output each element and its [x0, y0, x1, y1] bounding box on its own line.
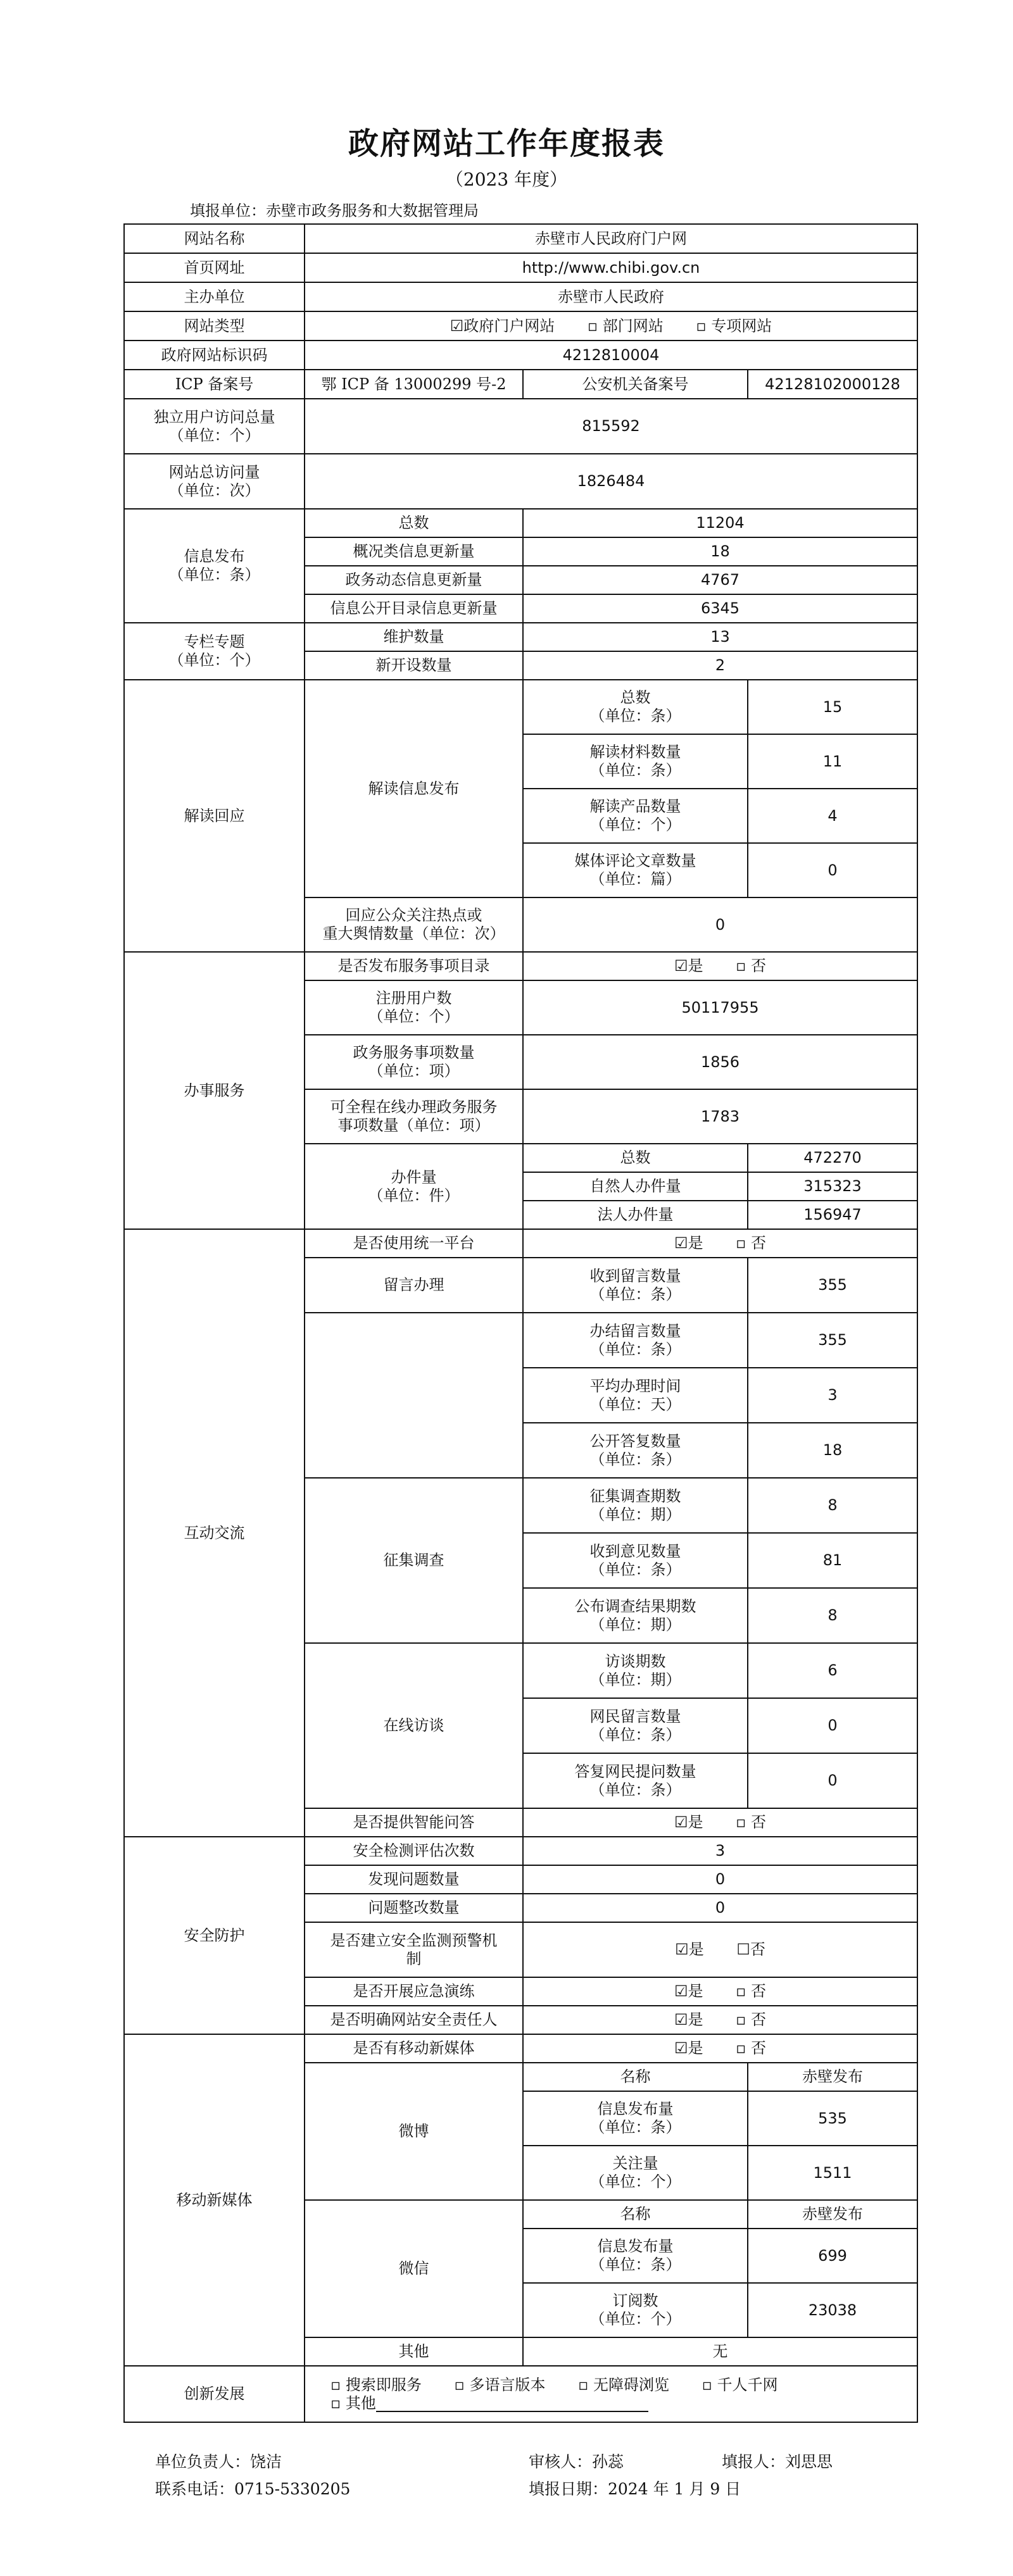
online-items-title-2: 事项数量（单位：项）	[337, 1116, 490, 1134]
wechat-subscribers-unit: （单位：个）	[589, 2310, 681, 2328]
media-article-title: 媒体评论文章数量	[574, 852, 696, 870]
info-unit: （单位：条）	[168, 566, 260, 584]
interview-periods-title: 访谈期数	[605, 1652, 666, 1670]
table-row	[124, 399, 917, 454]
weibo-followers-value: 1511	[748, 2146, 917, 2200]
gov-news-value: 4767	[523, 566, 917, 594]
yes-checkbox[interactable]: ☑是	[674, 957, 703, 975]
cases-unit: （单位：件）	[368, 1186, 460, 1204]
other-input-line[interactable]	[376, 2398, 648, 2412]
multilanguage-checkbox[interactable]: ▫ 多语言版本	[454, 2375, 546, 2394]
monitor-label	[305, 1922, 523, 1977]
interpret-product-label	[523, 789, 748, 843]
smart-qa-label: 是否提供智能问答	[305, 1808, 523, 1837]
interact-label: 互动交流	[124, 1229, 305, 1837]
interview-periods-value: 6	[748, 1643, 917, 1698]
public-reply-value: 18	[748, 1423, 917, 1478]
answered-value: 0	[748, 1753, 917, 1808]
table-row	[124, 370, 917, 399]
uv-unit: （单位：个）	[168, 426, 260, 444]
site-type-label: 网站类型	[124, 311, 305, 341]
interpret-total-label	[523, 680, 748, 734]
homepage-label: 首页网址	[124, 253, 305, 282]
message-label: 留言办理	[305, 1258, 523, 1313]
natural-cases-label: 自然人办件量	[523, 1172, 748, 1201]
natural-cases-value: 315323	[748, 1172, 917, 1201]
respond-label	[305, 897, 523, 952]
responsible-options	[523, 2006, 917, 2034]
table-row	[124, 2034, 917, 2063]
survey-results-unit: （单位：期）	[589, 1615, 681, 1634]
respond-value: 0	[523, 897, 917, 952]
site-type-option[interactable]: ☑政府门户网站	[450, 316, 555, 335]
mobile-label: 移动新媒体	[124, 2034, 305, 2366]
drill-options	[523, 1977, 917, 2006]
msg-received-value: 355	[748, 1258, 917, 1313]
monitor-title-2: 制	[406, 1949, 422, 1968]
sponsor-label: 主办单位	[124, 282, 305, 311]
unified-platform-options	[523, 1229, 917, 1258]
no-checkbox[interactable]: ▫ 否	[736, 2011, 767, 2029]
reg-users-title: 注册用户数	[375, 989, 452, 1008]
info-title: 信息发布	[184, 547, 245, 566]
psb-value: 42128102000128	[748, 370, 917, 399]
site-id-label: 政府网站标识码	[124, 341, 305, 370]
online-items-title-1: 可全程在线办理政务服务	[330, 1098, 498, 1116]
pv-label	[124, 454, 305, 509]
table-row	[124, 680, 917, 734]
weibo-posts-title: 信息发布量	[597, 2100, 674, 2118]
new-open-label: 新开设数量	[305, 651, 523, 680]
problems-fixed-label: 问题整改数量	[305, 1894, 523, 1922]
cases-title: 办件量	[391, 1168, 437, 1186]
info-label	[124, 509, 305, 623]
security-label: 安全防护	[124, 1837, 305, 2034]
yes-checkbox[interactable]: ☑是	[674, 1813, 703, 1832]
wechat-name-label: 名称	[523, 2200, 748, 2229]
footer-head: 单位负责人：饶洁	[155, 2453, 282, 2471]
sec-checks-label: 安全检测评估次数	[305, 1837, 523, 1865]
online-items-label	[305, 1089, 523, 1144]
survey-results-title: 公布调查结果期数	[574, 1597, 696, 1615]
pv-value: 1826484	[305, 454, 917, 509]
msg-received-unit: （单位：条）	[589, 1285, 681, 1303]
report-table	[123, 223, 918, 2423]
avg-time-label	[523, 1368, 748, 1423]
other-value: 无	[523, 2337, 917, 2366]
open-dir-label: 信息公开目录信息更新量	[305, 594, 523, 623]
info-total-label: 总数	[305, 509, 523, 537]
yes-checkbox[interactable]: ☑是	[674, 2039, 703, 2058]
homepage-value: http://www.chibi.gov.cn	[305, 253, 917, 282]
wechat-subscribers-value: 23038	[748, 2283, 917, 2337]
yes-checkbox[interactable]: ☑是	[674, 1234, 703, 1253]
weibo-posts-value: 535	[748, 2091, 917, 2146]
wechat-posts-unit: （单位：条）	[589, 2256, 681, 2273]
column-unit: （单位：个）	[168, 651, 260, 669]
innovation-options	[305, 2366, 917, 2422]
publish-catalog-options	[523, 952, 917, 980]
site-type-options	[305, 311, 917, 341]
maintain-label: 维护数量	[305, 623, 523, 651]
info-total-value: 11204	[523, 509, 917, 537]
accessibility-checkbox[interactable]: ▫ 无障碍浏览	[578, 2375, 669, 2394]
interpret-material-value: 11	[748, 734, 917, 789]
answered-title: 答复网民提问数量	[574, 1762, 696, 1780]
interpret-material-unit: （单位：条）	[589, 761, 681, 779]
service-items-title: 政务服务事项数量	[353, 1044, 475, 1062]
legal-cases-label: 法人办件量	[523, 1201, 748, 1229]
no-checkbox[interactable]: ▫ 否	[736, 1813, 767, 1832]
table-row	[124, 253, 917, 282]
weibo-followers-title: 关注量	[612, 2154, 658, 2173]
new-open-value: 2	[523, 651, 917, 680]
respond-title-1: 回应公众关注热点或	[345, 906, 482, 925]
service-items-label	[305, 1035, 523, 1089]
survey-results-value: 8	[748, 1588, 917, 1643]
footer-filler: 填报人：刘思思	[722, 2453, 833, 2471]
responsible-label: 是否明确网站安全责任人	[305, 2006, 523, 2034]
column-title: 专栏专题	[184, 633, 245, 651]
interview-label: 在线访谈	[305, 1643, 523, 1808]
weibo-followers-label	[523, 2146, 748, 2200]
weibo-posts-unit: （单位：条）	[589, 2118, 681, 2136]
open-dir-value: 6345	[523, 594, 917, 623]
interpret-label: 解读回应	[124, 680, 305, 952]
answered-label	[523, 1753, 748, 1808]
interpret-product-value: 4	[748, 789, 917, 843]
table-row	[124, 224, 917, 253]
service-label: 办事服务	[124, 952, 305, 1229]
monitor-options	[523, 1922, 917, 1977]
netizen-msgs-title: 网民留言数量	[589, 1707, 681, 1725]
opinions-unit: （单位：条）	[589, 1560, 681, 1579]
answered-unit: （单位：条）	[589, 1780, 681, 1799]
no-checkbox[interactable]: ▫ 否	[736, 1982, 767, 2001]
table-row	[124, 341, 917, 370]
uv-label	[124, 399, 305, 454]
overview-value: 18	[523, 537, 917, 566]
uv-title: 独立用户访问总量	[153, 408, 275, 426]
site-name-value: 赤壁市人民政府门户网	[305, 224, 917, 253]
opinions-label	[523, 1533, 748, 1588]
legal-cases-value: 156947	[748, 1201, 917, 1229]
table-row	[124, 623, 917, 651]
report-title: 政府网站工作年度报表	[348, 126, 665, 161]
cases-total-value: 472270	[748, 1144, 917, 1172]
netizen-msgs-label	[523, 1698, 748, 1753]
filing-unit: 填报单位：赤壁市政务服务和大数据管理局	[190, 202, 479, 220]
site-name-label: 网站名称	[124, 224, 305, 253]
survey-results-label	[523, 1588, 748, 1643]
msg-received-label	[523, 1258, 748, 1313]
interpret-total-unit: （单位：条）	[589, 707, 681, 725]
message-cont	[305, 1313, 523, 1478]
weibo-posts-label	[523, 2091, 748, 2146]
weibo-label: 微博	[305, 2063, 523, 2200]
unified-platform-label: 是否使用统一平台	[305, 1229, 523, 1258]
reg-users-value: 50117955	[523, 980, 917, 1035]
table-row	[124, 1837, 917, 1865]
table-row	[124, 311, 917, 341]
report-year: （2023 年度）	[445, 169, 568, 190]
other-label: 其他	[305, 2337, 523, 2366]
interpret-product-unit: （单位：个）	[589, 816, 681, 834]
site-type-option[interactable]: ▫ 部门网站	[587, 316, 664, 335]
public-reply-label	[523, 1423, 748, 1478]
cases-label	[305, 1144, 523, 1229]
netizen-msgs-unit: （单位：条）	[589, 1725, 681, 1744]
yes-checkbox[interactable]: ☑是	[675, 1941, 704, 1959]
table-row	[124, 2366, 917, 2422]
wechat-subscribers-title: 订阅数	[612, 2292, 658, 2310]
publish-catalog-label: 是否发布服务事项目录	[305, 952, 523, 980]
maintain-value: 13	[523, 623, 917, 651]
site-id-value: 4212810004	[305, 341, 917, 370]
media-article-value: 0	[748, 843, 917, 897]
sponsor-value: 赤壁市人民政府	[305, 282, 917, 311]
table-row	[124, 952, 917, 980]
survey-periods-title: 征集调查期数	[589, 1487, 681, 1505]
footer-phone: 联系电话：0715-5330205	[155, 2480, 351, 2498]
interpret-material-title: 解读材料数量	[589, 743, 681, 761]
weibo-name-value: 赤壁发布	[748, 2063, 917, 2091]
interpret-material-label	[523, 734, 748, 789]
yes-checkbox[interactable]: ☑是	[674, 1982, 703, 2001]
public-reply-unit: （单位：条）	[589, 1450, 681, 1468]
personalized-checkbox[interactable]: ▫ 千人千网	[702, 2375, 778, 2394]
survey-periods-unit: （单位：期）	[589, 1505, 681, 1523]
pv-title: 网站总访问量	[168, 463, 260, 481]
yes-checkbox[interactable]: ☑是	[674, 2011, 703, 2029]
other-checkbox[interactable]: ▫ 其他	[330, 2394, 376, 2412]
table-row	[124, 454, 917, 509]
no-checkbox[interactable]: ☐否	[736, 1941, 765, 1959]
survey-label: 征集调查	[305, 1478, 523, 1643]
no-checkbox[interactable]: ▫ 否	[736, 2039, 767, 2058]
wechat-subscribers-label	[523, 2283, 748, 2337]
service-items-value: 1856	[523, 1035, 917, 1089]
table-row	[124, 1229, 917, 1258]
msg-done-title: 办结留言数量	[589, 1322, 681, 1340]
wechat-posts-label	[523, 2229, 748, 2283]
pv-unit: （单位：次）	[168, 481, 260, 499]
footer-reviewer: 审核人：孙蕊	[529, 2453, 624, 2471]
msg-done-unit: （单位：条）	[589, 1340, 681, 1358]
innovation-label: 创新发展	[124, 2366, 305, 2422]
innovation-line-2	[330, 2394, 913, 2413]
msg-done-label	[523, 1313, 748, 1368]
opinions-value: 81	[748, 1533, 917, 1588]
problems-found-label: 发现问题数量	[305, 1865, 523, 1894]
wechat-label: 微信	[305, 2200, 523, 2337]
netizen-msgs-value: 0	[748, 1698, 917, 1753]
service-items-unit: （单位：项）	[368, 1062, 460, 1080]
overview-label: 概况类信息更新量	[305, 537, 523, 566]
table-row	[124, 509, 917, 537]
gov-news-label: 政务动态信息更新量	[305, 566, 523, 594]
opinions-title: 收到意见数量	[589, 1542, 681, 1560]
sec-checks-value: 3	[523, 1837, 917, 1865]
no-checkbox[interactable]: ▫ 否	[736, 1234, 767, 1253]
interview-periods-label	[523, 1643, 748, 1698]
wechat-name-value: 赤壁发布	[748, 2200, 917, 2229]
icp-label: ICP 备案号	[124, 370, 305, 399]
smart-qa-options	[523, 1808, 917, 1837]
problems-fixed-value: 0	[523, 1894, 917, 1922]
respond-title-2: 重大舆情数量（单位：次）	[322, 925, 505, 942]
media-article-label	[523, 843, 748, 897]
msg-done-value: 355	[748, 1313, 917, 1368]
column-label	[124, 623, 305, 680]
avg-time-value: 3	[748, 1368, 917, 1423]
cases-total-label: 总数	[523, 1144, 748, 1172]
problems-found-value: 0	[523, 1865, 917, 1894]
msg-received-title: 收到留言数量	[589, 1266, 681, 1285]
weibo-followers-unit: （单位：个）	[589, 2173, 681, 2191]
has-mobile-label: 是否有移动新媒体	[305, 2034, 523, 2063]
reg-users-unit: （单位：个）	[368, 1008, 460, 1025]
site-type-option[interactable]: ▫ 专项网站	[696, 316, 772, 335]
survey-periods-label	[523, 1478, 748, 1533]
avg-time-title: 平均办理时间	[589, 1377, 681, 1395]
has-mobile-options	[523, 2034, 917, 2063]
weibo-name-label: 名称	[523, 2063, 748, 2091]
interpret-product-title: 解读产品数量	[589, 797, 681, 816]
no-checkbox[interactable]: ▫ 否	[736, 957, 767, 975]
psb-label: 公安机关备案号	[523, 370, 748, 399]
table-row	[124, 282, 917, 311]
interpret-total-title: 总数	[620, 689, 651, 707]
reg-users-label	[305, 980, 523, 1035]
survey-periods-value: 8	[748, 1478, 917, 1533]
wechat-posts-title: 信息发布量	[597, 2237, 674, 2256]
drill-label: 是否开展应急演练	[305, 1977, 523, 2006]
uv-value: 815592	[305, 399, 917, 454]
monitor-title-1: 是否建立安全监测预警机	[330, 1931, 498, 1949]
media-article-unit: （单位：篇）	[589, 870, 681, 888]
online-items-value: 1783	[523, 1089, 917, 1144]
interpret-pub-label: 解读信息发布	[305, 680, 523, 897]
icp-value: 鄂 ICP 备 13000299 号-2	[305, 370, 523, 399]
interpret-total-value: 15	[748, 680, 917, 734]
interview-periods-unit: （单位：期）	[589, 1670, 681, 1689]
public-reply-title: 公开答复数量	[589, 1432, 681, 1450]
avg-time-unit: （单位：天）	[589, 1395, 681, 1413]
wechat-posts-value: 699	[748, 2229, 917, 2283]
search-service-checkbox[interactable]: ▫ 搜索即服务	[330, 2375, 422, 2394]
footer-date: 填报日期：2024 年 1 月 9 日	[529, 2480, 741, 2498]
innovation-line-1	[330, 2376, 913, 2394]
